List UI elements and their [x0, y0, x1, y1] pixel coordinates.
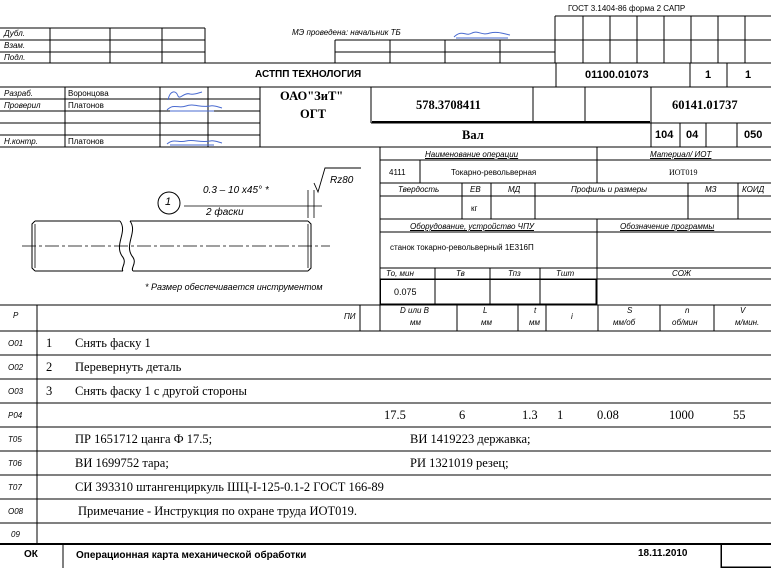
row-text: Снять фаску 1: [75, 336, 151, 350]
vzam-label: Взам.: [4, 41, 26, 50]
part-name: Вал: [462, 128, 484, 142]
org-dept: ОГТ: [300, 107, 327, 121]
iot-code: ИОТ019: [669, 168, 698, 177]
col-n-unit: об/мин: [672, 318, 698, 327]
row-code: О08: [8, 507, 24, 516]
col-s: S: [627, 306, 633, 315]
hardness-header: Твердость: [398, 185, 440, 194]
operation-number: 050: [744, 129, 763, 141]
norm-control-signature: [164, 136, 224, 148]
dubl-label: Дубл.: [4, 29, 25, 38]
sketch-note: * Размер обеспечивается инструментом: [145, 282, 323, 292]
mode-s: 0.08: [597, 408, 619, 422]
tool-right: ВИ 1419223 державка;: [410, 432, 531, 446]
role-name: Воронцова: [68, 89, 109, 98]
row-code: 09: [11, 530, 20, 539]
podl-label: Подл.: [4, 53, 26, 62]
chamfer-callout-number: 1: [165, 196, 172, 208]
tool-left: СИ 393310 штангенциркуль ШЦ-I-125-0.1-2 ГОСТ 166-89: [75, 480, 384, 494]
col-l: L: [483, 306, 488, 315]
program-header: Обозначение программы: [620, 222, 715, 231]
doc-code: 01100.01073: [585, 69, 649, 81]
row-code: О02: [8, 363, 24, 372]
col-t: t: [534, 306, 537, 315]
row-number: 2: [46, 360, 53, 374]
col-n: n: [685, 306, 690, 315]
mode-i: 1: [557, 408, 564, 422]
row-code: Т05: [8, 435, 22, 444]
profile-header: Профиль и размеры: [571, 185, 648, 194]
tv-label: Тв: [456, 269, 465, 278]
mode-n: 1000: [669, 408, 694, 422]
role-label: Проверил: [4, 101, 41, 110]
col-l-unit: мм: [481, 318, 492, 327]
equipment-header: Оборудование, устройство ЧПУ: [410, 222, 534, 231]
material-header: Материал/ ИОТ: [650, 150, 712, 159]
col-p: Р: [13, 311, 19, 320]
role-name: Платонов: [68, 137, 104, 146]
col-s-unit: мм/об: [613, 318, 636, 327]
col-i: i: [571, 312, 573, 321]
tb-signature: [452, 27, 512, 41]
ok-label: ОК: [24, 549, 38, 560]
operation-code: 4111: [389, 168, 406, 177]
shop-number: 104: [655, 129, 674, 141]
col-pi: ПИ: [344, 312, 356, 321]
row-code: О01: [8, 339, 24, 348]
tsht-label: Тшт: [556, 269, 575, 278]
row-code: О03: [8, 387, 24, 396]
chamfer-dimension: 0.3 – 10 x45° *: [203, 185, 269, 196]
koid-header: КОИД: [742, 185, 765, 194]
col-t-unit: мм: [529, 318, 540, 327]
equipment-name: станок токарно-револьверный 1Е316П: [390, 243, 534, 252]
role-label: Разраб.: [4, 89, 33, 98]
shaft-sketch: [22, 168, 361, 271]
card-title: Операционная карта механической обработки: [76, 550, 307, 561]
row-text: Снять фаску 1 с другой стороны: [75, 384, 247, 398]
mode-t: 1.3: [522, 408, 538, 422]
ev-header: ЕВ: [470, 185, 481, 194]
checker-signature: [164, 100, 224, 114]
card-date: 18.11.2010: [638, 548, 688, 559]
sheet-number: 1: [705, 69, 712, 81]
chamfer-count: 2 фаски: [206, 207, 244, 218]
operation-name-header: Наименование операции: [425, 150, 519, 159]
roughness-label: Rz80: [330, 175, 354, 186]
col-d-unit: мм: [410, 318, 421, 327]
note-text: Примечание - Инструкция по охране труда ИОТ019.: [78, 504, 358, 518]
sheets-count: 1: [745, 69, 752, 81]
mode-d: 17.5: [384, 408, 406, 422]
role-name: Платонов: [68, 101, 104, 110]
mz-header: МЗ: [705, 185, 717, 194]
gost-label: ГОСТ 3.1404-86 форма 2 САПР: [568, 4, 686, 13]
section-number: 04: [686, 129, 699, 141]
system-title: АСТПП ТЕХНОЛОГИЯ: [255, 69, 362, 80]
org-name: ОАО"ЗиТ": [280, 89, 344, 103]
soj-label: СОЖ: [672, 269, 691, 278]
col-d: D или В: [400, 306, 429, 315]
row-number: 1: [46, 336, 53, 350]
to-value: 0.075: [394, 287, 417, 297]
row-code: Р04: [8, 411, 23, 420]
row-code: Т06: [8, 459, 22, 468]
part-number: 578.3708411: [416, 98, 481, 112]
mode-v: 55: [733, 408, 746, 422]
mode-l: 6: [459, 408, 466, 422]
part-code: 60141.01737: [672, 98, 738, 112]
row-number: 3: [46, 384, 53, 398]
to-label: То, мин: [386, 269, 414, 278]
tool-left: ПР 1651712 цанга Ф 17.5;: [75, 432, 213, 446]
row-code: Т07: [8, 483, 22, 492]
row-text: Перевернуть деталь: [75, 360, 182, 374]
role-label: Н.контр.: [4, 137, 38, 146]
operation-name: Токарно-револьверная: [451, 168, 537, 177]
tool-left: ВИ 1699752 тара;: [75, 456, 169, 470]
me-label: МЭ проведена: начальник ТБ: [292, 28, 401, 37]
ev-value: кг: [471, 204, 478, 213]
tpz-label: Тпз: [508, 269, 521, 278]
col-v-unit: м/мин.: [735, 318, 760, 327]
md-header: МД: [508, 185, 521, 194]
tool-right: РИ 1321019 резец;: [410, 456, 509, 470]
col-v: V: [740, 306, 746, 315]
